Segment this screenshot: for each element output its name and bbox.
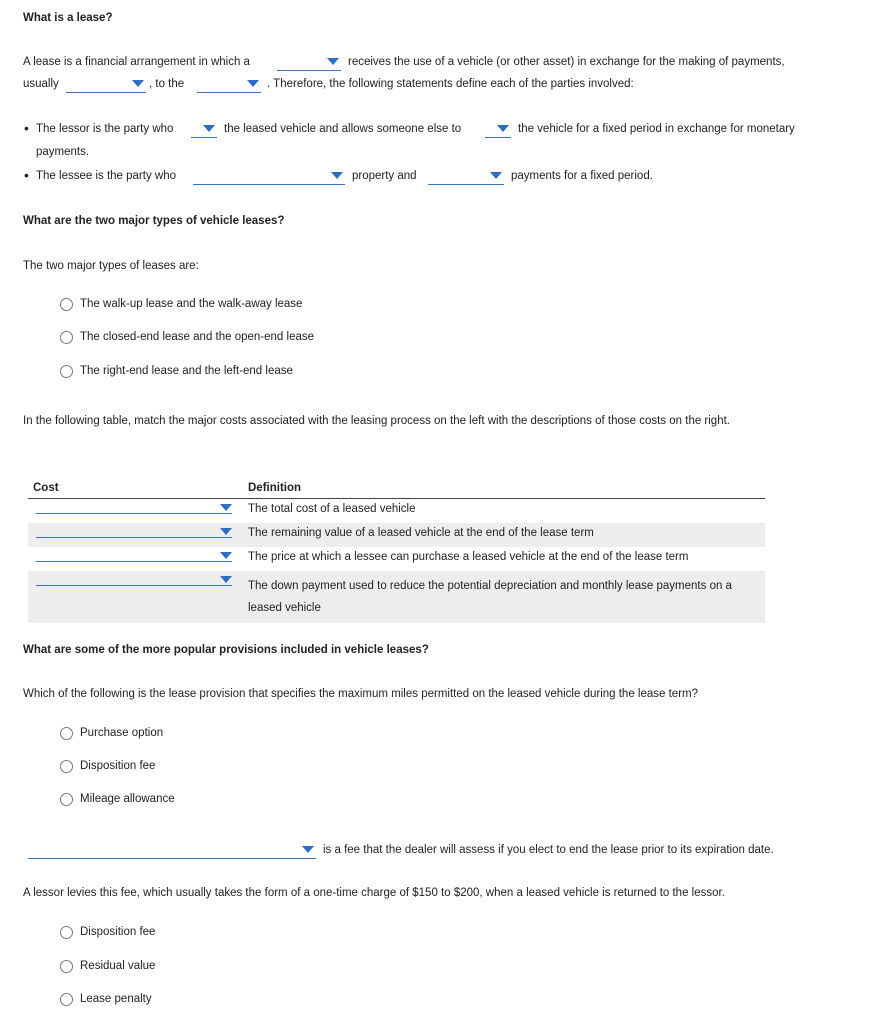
chevron-down-icon	[220, 552, 232, 559]
heading-what-is-lease: What is a lease?	[23, 12, 113, 24]
party-dropdown-1[interactable]	[277, 54, 341, 71]
table-row	[28, 547, 765, 571]
chevron-down-icon	[220, 576, 232, 583]
payment-timing-dropdown[interactable]	[66, 76, 146, 93]
cost-match-table	[28, 480, 765, 623]
radio-icon[interactable]	[60, 960, 73, 973]
lease-def-text-5: . Therefore, the following statements define each of the parties involved:	[267, 78, 634, 90]
definition-text: The down payment used to reduce the potential depreciation and monthly lease payments on a leased vehicle	[248, 571, 765, 623]
lease-types-prompt: The two major types of leases are:	[23, 260, 199, 272]
fee-dropdown[interactable]	[28, 842, 316, 859]
chevron-down-icon	[203, 125, 215, 132]
cost-dropdown-2[interactable]	[28, 523, 248, 547]
cost-dropdown-1[interactable]	[28, 499, 248, 523]
radio-icon[interactable]	[60, 760, 73, 773]
definition-text: The remaining value of a leased vehicle at the end of the lease term	[248, 523, 765, 547]
lease-def-text-1: A lease is a financial arrangement in which a	[23, 56, 250, 68]
chevron-down-icon	[331, 172, 343, 179]
table-row	[28, 571, 765, 623]
lessor-text-3: the vehicle for a fixed period in exchange for monetary	[518, 123, 795, 135]
lessor-text-4: payments.	[36, 146, 90, 158]
bullet-icon: •	[24, 120, 29, 136]
bullet-icon: •	[24, 167, 29, 183]
lease-def-text-4: , to the	[149, 78, 185, 90]
col-header-cost: Cost	[28, 480, 248, 499]
chevron-down-icon	[220, 504, 232, 511]
lessee-action-dropdown-1[interactable]	[193, 168, 345, 185]
heading-provisions: What are some of the more popular provisions included in vehicle leases?	[23, 644, 429, 656]
chevron-down-icon	[247, 80, 259, 87]
radio-icon[interactable]	[60, 993, 73, 1006]
lessee-text-1: The lessee is the party who	[36, 170, 176, 182]
lease-def-text-2: receives the use of a vehicle (or other asset) in exchange for the making of payments,	[348, 56, 785, 68]
definition-text: The total cost of a leased vehicle	[248, 503, 416, 515]
cost-dropdown-3[interactable]	[28, 547, 248, 571]
lessor-fee-text: A lessor levies this fee, which usually takes the form of a one-time charge of $150 to $200, when a leased vehicle is returned to the lessor.	[23, 887, 725, 899]
definition-text: The price at which a lessee can purchase a leased vehicle at the end of the lease term	[248, 551, 689, 563]
chevron-down-icon	[490, 172, 502, 179]
cost-dropdown-4[interactable]	[28, 571, 248, 595]
lessor-text-2: the leased vehicle and allows someone else to	[224, 123, 462, 135]
chevron-down-icon	[302, 846, 314, 853]
mileage-question: Which of the following is the lease provision that specifies the maximum miles permitted on the leased vehicle during the lease term?	[23, 688, 699, 700]
table-row	[28, 523, 765, 547]
radio-icon[interactable]	[60, 727, 73, 740]
radio-icon[interactable]	[60, 365, 73, 378]
radio-icon[interactable]	[60, 298, 73, 311]
party-dropdown-2[interactable]	[197, 76, 261, 93]
lessee-text-2: property and	[352, 170, 417, 182]
table-row	[28, 499, 765, 524]
chevron-down-icon	[220, 528, 232, 535]
radio-icon[interactable]	[60, 793, 73, 806]
lease-def-text-3: usually	[23, 78, 59, 90]
lessor-action-dropdown-1[interactable]	[191, 121, 217, 138]
col-header-definition: Definition	[248, 480, 765, 499]
chevron-down-icon	[497, 125, 509, 132]
match-table-intro: In the following table, match the major costs associated with the leasing process on the left with the descriptions of those costs on the right.	[23, 415, 730, 427]
chevron-down-icon	[327, 58, 339, 65]
radio-icon[interactable]	[60, 331, 73, 344]
chevron-down-icon	[132, 80, 144, 87]
lessor-action-dropdown-2[interactable]	[485, 121, 511, 138]
fee-text: is a fee that the dealer will assess if you elect to end the lease prior to its expiration date.	[323, 844, 774, 856]
lessee-text-3: payments for a fixed period.	[511, 170, 653, 182]
lessee-action-dropdown-2[interactable]	[428, 168, 504, 185]
lessor-text-1: The lessor is the party who	[36, 123, 174, 135]
heading-lease-types: What are the two major types of vehicle leases?	[23, 215, 285, 227]
radio-icon[interactable]	[60, 926, 73, 939]
